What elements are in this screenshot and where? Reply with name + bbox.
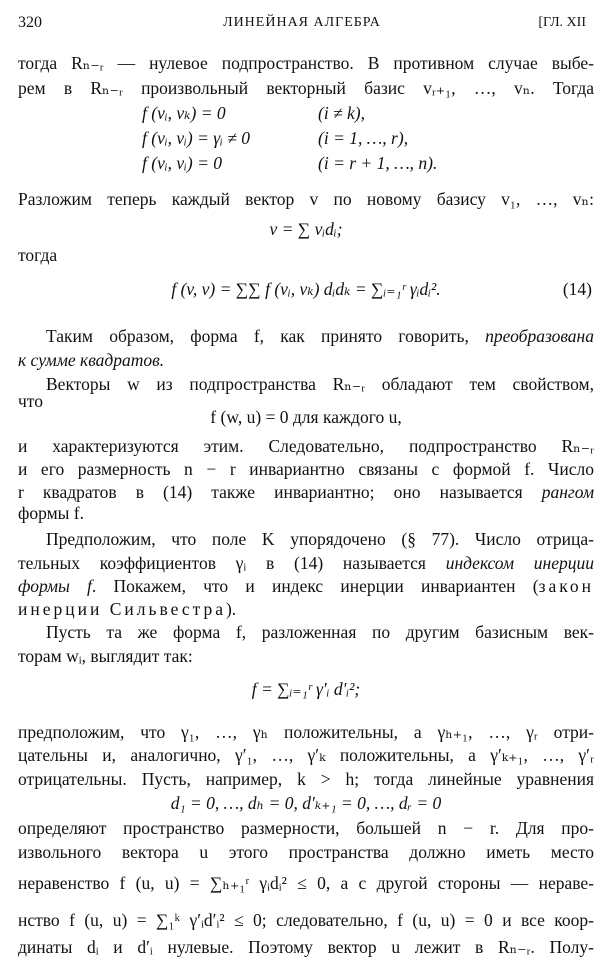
text-line: тогда Rₙ₋ᵣ — нулевое подпространство. В противном случае выбе- xyxy=(18,53,594,73)
text-span: тельных коэффициентов γᵢ в (14) называется xyxy=(18,553,446,573)
text-line: что xyxy=(18,391,43,411)
equation-lhs: f (vᵢ, vᵢ) = 0 xyxy=(142,153,223,173)
text-line: нство f (u, u) = ∑₁ᵏ γ′ᵢd′ᵢ² ≤ 0; следовательно, f (u, u) = 0 и все коор- xyxy=(18,910,594,930)
emphasis: формы f xyxy=(18,576,92,596)
equation: d₁ = 0, …, dₕ = 0, d′ₖ₊₁ = 0, …, dᵣ = 0 xyxy=(170,793,442,813)
text-line xyxy=(18,323,594,349)
equation-row xyxy=(142,150,437,176)
text-line: отрицательны. Пусть, например, k > h; тогда линейные уравнения xyxy=(18,769,594,789)
emphasis: преобразована xyxy=(485,326,594,346)
equation-14: f (v, v) = ∑∑ f (vᵢ, vₖ) dᵢdₖ = ∑ᵢ₌₁ʳ γᵢdᵢ². xyxy=(171,279,441,299)
text-span: r квадратов в (14) также инвариантно; оно называется xyxy=(18,482,542,502)
equation: v = ∑ vᵢdᵢ; xyxy=(269,219,343,239)
equation: f (w, u) = 0 для каждого u, xyxy=(210,407,402,427)
text-line: предположим, что γ₁, …, γₕ положительны, а γₕ₊₁, …, γᵣ отри- xyxy=(18,722,594,742)
text-line: Векторы w из подпространства Rₙ₋ᵣ обладают тем свойством, xyxy=(46,374,594,394)
text-line: и его размерность n − r инвариантно связаны с формой f. Число xyxy=(18,459,594,479)
text-line: формы f. xyxy=(18,503,84,523)
emphasis: индексом инерции xyxy=(445,553,594,573)
equation-condition: (i = 1, …, r), xyxy=(318,128,409,148)
equation-condition: (i ≠ k), xyxy=(318,103,366,123)
text-span: ). xyxy=(225,599,237,619)
equation-lhs: f (vᵢ, vₖ) = 0 xyxy=(142,103,226,123)
equation-number: (14) xyxy=(562,279,592,299)
equation-row xyxy=(142,100,365,126)
spaced-term: инерции Сильвестра xyxy=(18,599,226,619)
text-line: извольного вектора u этого пространства должно иметь место xyxy=(18,842,594,862)
equation: f = ∑ᵢ₌₁ʳ γ′ᵢ d′ᵢ²; xyxy=(251,679,361,699)
text-line: Предположим, что поле K упорядочено (§ 77). Число отрица- xyxy=(46,529,594,549)
running-header xyxy=(18,10,586,34)
text-line: определяют пространство размерности, большей n − r. Для про- xyxy=(18,818,594,838)
text-line: и характеризуются этим. Следовательно, подпространство Rₙ₋ᵣ xyxy=(18,436,594,456)
equation-lhs: f (vᵢ, vᵢ) = γᵢ ≠ 0 xyxy=(142,128,251,148)
spaced-term: закон xyxy=(538,576,594,596)
equation-row xyxy=(142,125,408,151)
text-line: Разложим теперь каждый вектор v по новому базису v₁, …, vₙ: xyxy=(18,189,594,209)
text-line: рем в Rₙ₋ᵣ произвольный векторный базис vᵣ₊₁, …, vₙ. Тогда xyxy=(18,78,594,98)
emphasis-line: к сумме квадратов. xyxy=(18,350,165,370)
chapter-label: [ГЛ. XII xyxy=(538,15,586,30)
page-number: 320 xyxy=(18,14,42,31)
running-title: ЛИНЕЙНАЯ АЛГЕБРА xyxy=(223,15,381,30)
emphasis: рангом xyxy=(541,482,594,502)
equation-condition: (i = r + 1, …, n). xyxy=(318,153,438,173)
text-span: Таким образом, форма f, как принято говорить, xyxy=(46,326,486,346)
text-line: динаты dᵢ и d′ᵢ нулевые. Поэтому вектор u лежит в Rₙ₋ᵣ. Полу- xyxy=(18,937,594,957)
text-line: торам wᵢ, выглядит так: xyxy=(18,646,193,666)
text-line: неравенство f (u, u) = ∑ₕ₊₁ʳ γᵢdᵢ² ≤ 0, а с другой стороны — нераве- xyxy=(18,873,594,893)
text-line: цательны и, аналогично, γ′₁, …, γ′ₖ положительны, а γ′ₖ₊₁, …, γ′ᵣ xyxy=(18,745,594,765)
text-line: тогда xyxy=(18,245,58,265)
text-line: Пусть та же форма f, разложенная по другим базисным век- xyxy=(46,622,594,642)
text-span: . Покажем, что и индекс инерции инвариантен ( xyxy=(91,576,539,596)
